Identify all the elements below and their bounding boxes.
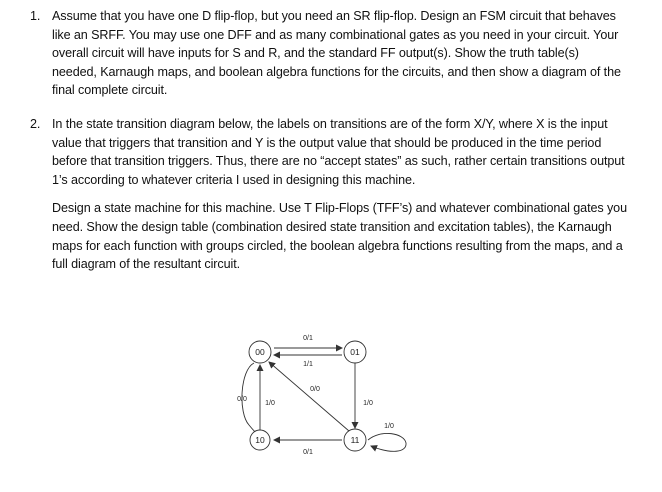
question-number: 1.	[30, 9, 41, 23]
state-label: 10	[255, 435, 265, 445]
state-transition-diagram	[226, 325, 436, 475]
state-label: 11	[350, 435, 360, 445]
transition-11-self	[368, 433, 406, 451]
question-2	[30, 115, 627, 274]
edge-label-00-self: 0/0	[237, 396, 247, 403]
state-11	[344, 429, 366, 451]
state-label: 01	[350, 347, 360, 357]
state-01	[344, 341, 366, 363]
question-text: In the state transition diagram below, the labels on transitions are of the form X/Y, where X is the input value that triggers that transition and Y is the output value that should be produced in the time period before that transition triggers. Thus, there are no “accept states” as such, rather certain transitions output 1’s according to whatever criteria I used in designing this machine.	[52, 117, 625, 187]
transition-11-00	[269, 362, 349, 431]
edge-label-11-10: 0/1	[303, 449, 313, 456]
edge-label-10-00: 1/0	[265, 400, 275, 407]
edge-label-01-00: 1/1	[303, 361, 313, 368]
question-instructions: Design a state machine for this machine. Use T Flip-Flops (TFF’s) and whatever combinational gates you need. Show the design table (combination desired state transition and excitation tables), the Karnaugh maps for each function with groups circled, the boolean algebra functions resulting from the maps, and a full diagram of the resultant circuit.	[52, 201, 627, 272]
state-00	[249, 341, 271, 363]
edge-label-11-00: 0/0	[310, 386, 320, 393]
question-number: 2.	[30, 117, 41, 131]
edge-label-11-self: 1/0	[384, 423, 394, 430]
question-1	[30, 7, 627, 100]
edge-label-01-11: 1/0	[363, 400, 373, 407]
edge-label-00-01: 0/1	[303, 335, 313, 342]
question-text: Assume that you have one D flip-flop, but you need an SR flip-flop. Design an FSM circuit that behaves like an SRFF. You may use one DFF and as many combinational gates as you need in your circuit. Your overall circuit will have inputs for S and R, and the standard FF output(s). Show the truth table(s) needed, Karnaugh maps, and boolean algebra functions for the circuits, and then show a diagram of the final complete circuit.	[52, 9, 621, 98]
state-10	[250, 430, 270, 450]
state-label: 00	[255, 347, 265, 357]
